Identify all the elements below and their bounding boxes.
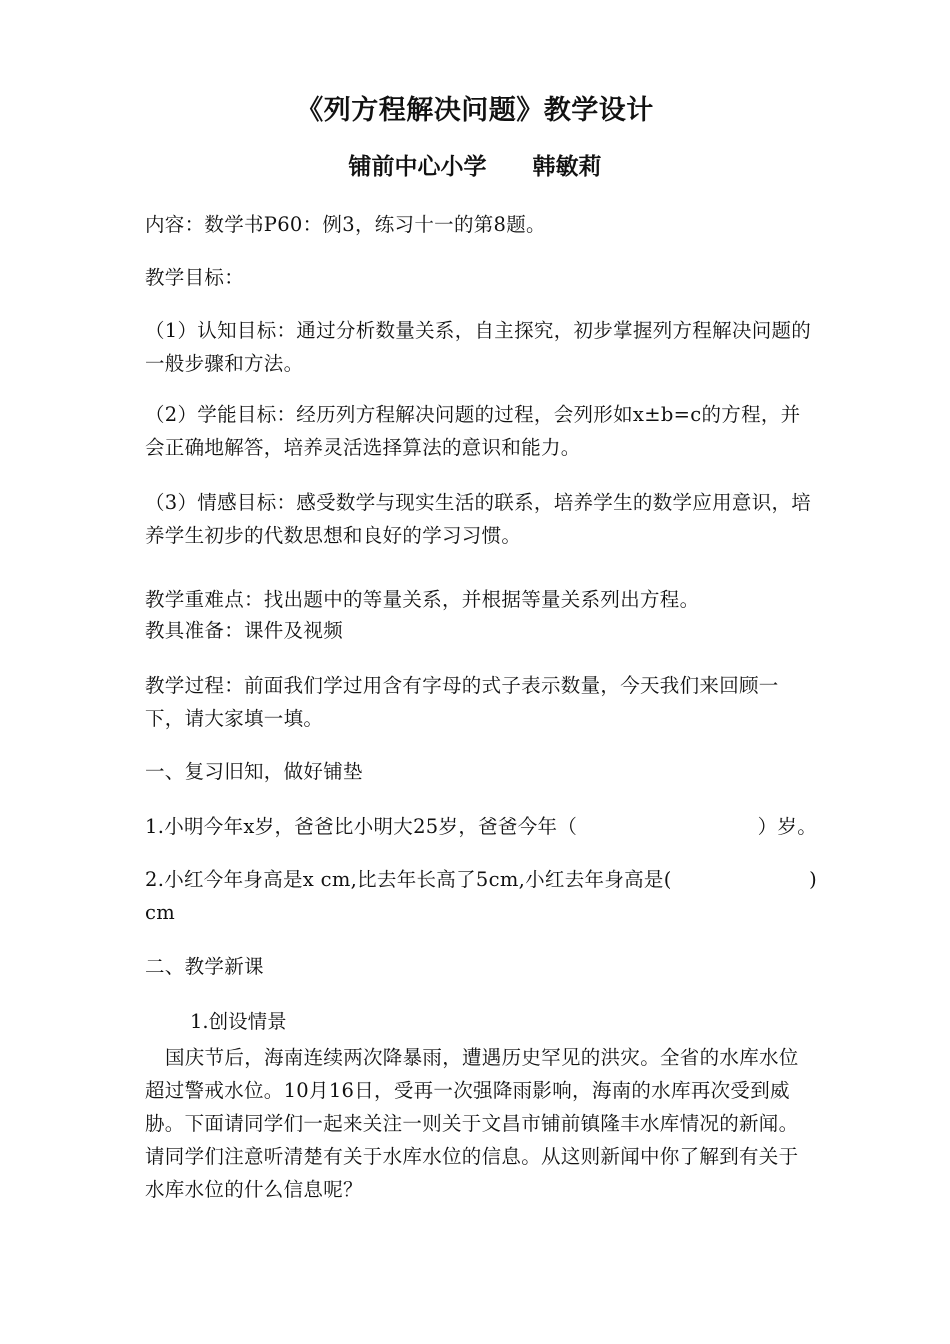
- q1-suffix: ）岁。: [757, 815, 817, 838]
- school-name: 铺前中心小学: [348, 154, 487, 180]
- teaching-materials: 教具准备：课件及视频: [145, 619, 344, 642]
- q1-text: 1.小明今年x岁，爸爸比小明大25岁，爸爸今年（: [145, 815, 578, 838]
- objective-ability: （2）学能目标：经历列方程解决问题的过程，会列形如x±b=c的方程，并会正确地解答，培养灵活选择算法的意识和能力。: [145, 403, 801, 459]
- q2-close-paren: ): [809, 868, 817, 891]
- objective-cognitive: （1）认知目标：通过分析数量关系，自主探究，初步掌握列方程解决问题的一般步骤和方法。: [145, 319, 812, 375]
- content-line: 内容：数学书P60：例3，练习十一的第8题。: [145, 213, 546, 236]
- author-line: [0, 148, 950, 181]
- review-question-2: [145, 863, 817, 929]
- scenario-paragraph: 国庆节后，海南连续两次降暴雨，遭遇历史罕见的洪灾。全省的水库水位超过警戒水位。10月16日，受再一次强降雨影响，海南的水库再次受到威胁。下面请同学们一起来关注一则关于文昌市铺前镇隆丰水库情况的新闻。请同学们注意听清楚有关于水库水位的信息。从这则新闻中你了解到有关于水库水位的什么信息呢？: [145, 1046, 799, 1201]
- objectives-heading: 教学目标：: [145, 266, 245, 289]
- document-title: 《列方程解决问题》教学设计: [296, 95, 654, 126]
- teaching-process: 教学过程：前面我们学过用含有字母的式子表示数量，今天我们来回顾一下，请大家填一填。: [145, 674, 779, 730]
- q2-unit: cm: [145, 901, 176, 924]
- objective-emotion: （3）情感目标：感受数学与现实生活的联系，培养学生的数学应用意识，培养学生初步的代数思想和良好的学习习惯。: [145, 491, 812, 547]
- q2-text: 2.小红今年身高是x cm,比去年长高了5cm,小红去年身高是(: [145, 868, 672, 891]
- section-review-heading: 一、复习旧知，做好铺垫: [145, 760, 363, 783]
- key-points: 教学重难点：找出题中的等量关系，并根据等量关系列出方程。: [145, 588, 700, 611]
- subsection-scenario-heading: 1.创设情景: [190, 1010, 287, 1033]
- section-new-lesson-heading: 二、教学新课: [145, 955, 264, 978]
- review-question-1: [145, 810, 817, 843]
- author-name: 韩敏莉: [532, 154, 602, 180]
